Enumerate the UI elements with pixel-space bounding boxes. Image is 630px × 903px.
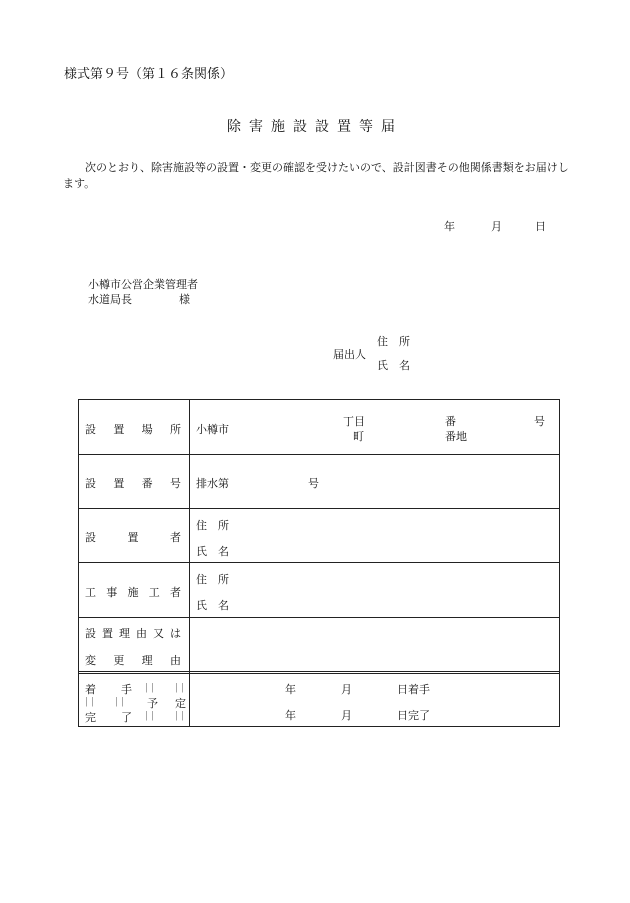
contractor-address-label: 住 所 (196, 573, 229, 586)
date-year: 年 (444, 220, 455, 233)
location-city: 小樽市 (196, 423, 229, 436)
applicant-address-label: 住 所 (377, 335, 410, 348)
end-day: 日完了 (397, 709, 430, 722)
applicant-label: 届出人 (333, 348, 366, 361)
double-row-divider (79, 671, 559, 674)
column-divider (189, 400, 190, 726)
location-ban: 番 (445, 415, 456, 428)
addressee-title: 水道局長 (88, 293, 132, 306)
row-divider (79, 508, 559, 509)
label-reason-line1: 設 置 理 由 又 は (85, 627, 181, 640)
location-banchi: 番地 (445, 430, 467, 443)
start-month: 月 (341, 683, 352, 696)
label-installer: 設 置 者 (85, 531, 181, 544)
end-year: 年 (285, 709, 296, 722)
label-schedule-line3: 完 了 | | | | (85, 711, 184, 724)
row-divider (79, 617, 559, 618)
label-reason-line2: 変 更 理 由 (85, 654, 181, 667)
date-day: 日 (535, 220, 546, 233)
number-suffix: 号 (308, 477, 319, 490)
row-divider (79, 562, 559, 563)
label-contractor: 工 事 施 工 者 (85, 586, 181, 599)
intro-paragraph: 次のとおり、除害施設等の設置・変更の確認を受けたいので、設計図書その他関係書類をお届けします。 (63, 161, 569, 190)
number-prefix: 排水第 (196, 477, 229, 490)
addressee-line1: 小樽市公営企業管理者 (88, 278, 198, 291)
label-number: 設 置 番 号 (85, 477, 181, 490)
contractor-name-label: 氏 名 (196, 599, 229, 612)
document-title: 除害施設設置等届 (227, 119, 403, 135)
date-month: 月 (491, 220, 502, 233)
installer-address-label: 住 所 (196, 519, 229, 532)
label-location: 設 置 場 所 (85, 423, 181, 436)
location-machi: 町 (353, 430, 364, 443)
start-year: 年 (285, 683, 296, 696)
form-table: 設 置 場 所 小樽市 丁目 町 番 番地 号 設 置 番 号 排水第 号 設 置 者 住 所 氏 名 工 事 施 工 者 住 所 氏 名 設 置 理 由 又 は 変 更 理 由 着 手 | | | | | | | | 予 定 完 了 | | | | 年 月 日着手 年 月 日完了 (78, 399, 560, 727)
start-day: 日着手 (397, 683, 430, 696)
end-month: 月 (341, 709, 352, 722)
addressee-honorific: 様 (179, 293, 190, 306)
installer-name-label: 氏 名 (196, 545, 229, 558)
addressee-line2 (88, 291, 190, 307)
location-chome: 丁目 (343, 415, 365, 428)
applicant-name-label: 氏 名 (377, 359, 410, 372)
location-go: 号 (534, 415, 545, 428)
form-code: 様式第９号（第１６条関係） (64, 67, 234, 82)
label-schedule-line1: 着 手 | | | | (85, 683, 184, 696)
row-divider (79, 454, 559, 455)
